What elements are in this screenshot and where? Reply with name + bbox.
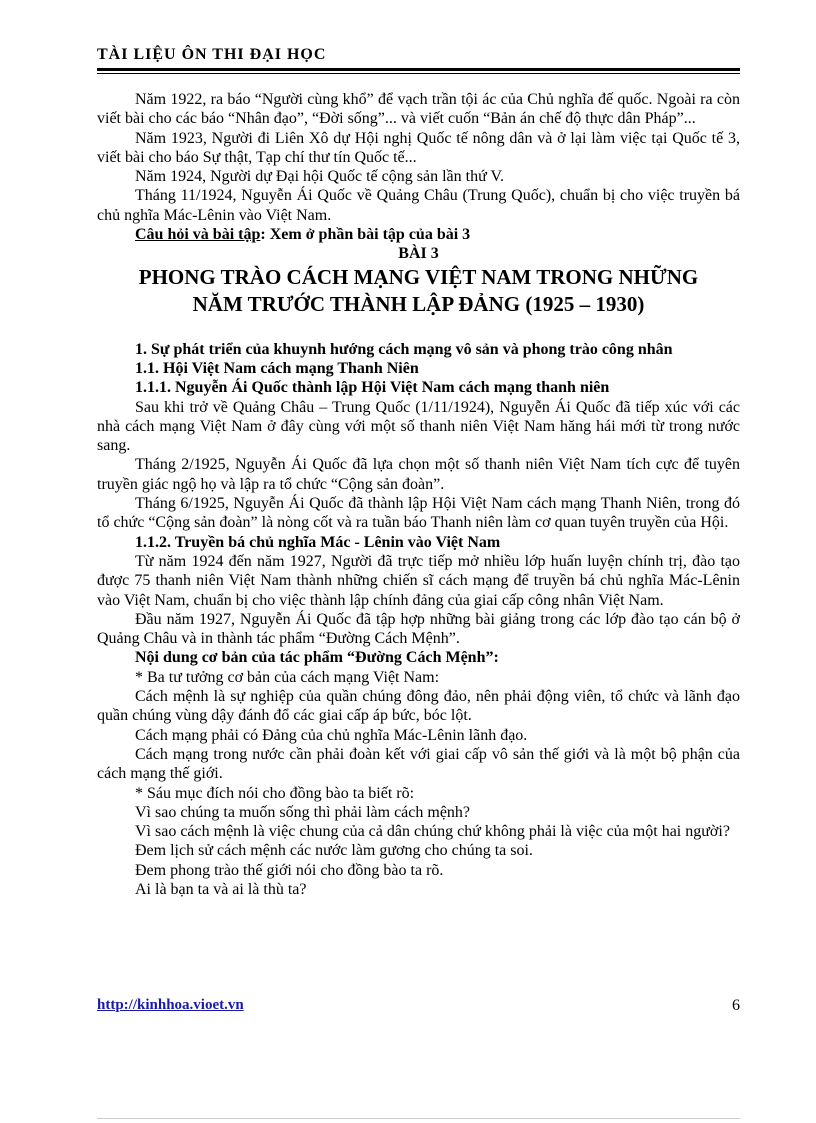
paragraph: Sau khi trở về Quảng Châu – Trung Quốc (1/11/1924), Nguyễn Ái Quốc đã tiếp xúc với các nhà cách mạng Việt Nam ở đây cùng với một số thanh niên Việt Nam hăng hái mới từ trong nước sang. (97, 398, 740, 455)
questions-text: : Xem ở phần bài tập của bài 3 (260, 226, 471, 244)
paragraph: Từ năm 1924 đến năm 1927, Người đã trực tiếp mở nhiều lớp huấn luyện chính trị, đào tạo được 75 thanh niên Việt Nam thành những chiến sĩ cách mạng để truyền bá chủ nghĩa Mác-Lênin vào Việt Nam, chuẩn bị cho việc thành lập chính đảng của giai cấp công nhân Việt Nam. (97, 552, 740, 609)
paragraph: * Sáu mục đích nói cho đồng bào ta biết rõ: (135, 784, 415, 802)
page-body (97, 90, 740, 899)
paragraph: Năm 1922, ra báo “Người cùng khổ” để vạch trần tội ác của Chủ nghĩa đế quốc. Ngoài ra còn viết bài cho các báo “Nhân đạo”, “Đời sống”... và viết cuốn “Bản án chế độ thực dân Pháp”... (97, 91, 740, 128)
lesson-number: BÀI 3 (398, 245, 439, 263)
paragraph: * Ba tư tưởng cơ bản của cách mạng Việt Nam: (135, 668, 440, 686)
paragraph: Cách mạng phải có Đảng của chủ nghĩa Mác-Lênin lãnh đạo. (135, 726, 528, 744)
paragraph: Đầu năm 1927, Nguyễn Ái Quốc đã tập hợp những bài giảng trong các lớp đào tạo cán bộ ở Quảng Châu và in thành tác phẩm “Đường Cách Mệnh”. (97, 610, 740, 648)
header-rule-thin (97, 73, 740, 74)
paragraph: Cách mạng trong nước cần phải đoàn kết với giai cấp vô sản thế giới và là một bộ phận của cách mạng thế giới. (97, 745, 740, 783)
questions-label: Câu hỏi và bài tập (135, 226, 261, 244)
paragraph: Tháng 6/1925, Nguyễn Ái Quốc đã thành lập Hội Việt Nam cách mạng Thanh Niên, trong đó tổ chức “Cộng sản đoàn” là nòng cốt và ra tuần báo Thanh niên làm cơ quan tuyên truyền của Hội. (97, 495, 740, 532)
lesson-title-line-2: NĂM TRƯỚC THÀNH LẬP ĐẢNG (1925 – 1930) (192, 291, 645, 316)
footer-link[interactable]: http://kinhhoa.vioet.vn (97, 997, 244, 1013)
section-heading-1-1: 1.1. Hội Việt Nam cách mạng Thanh Niên (135, 359, 419, 377)
paragraph: Vì sao chúng ta muốn sống thì phải làm cách mệnh? (135, 803, 471, 821)
paragraph: Đem phong trào thế giới nói cho đồng bào ta rõ. (135, 861, 444, 879)
section-heading-1: 1. Sự phát triển của khuynh hướng cách mạng vô sản và phong trào công nhân (135, 340, 673, 358)
lesson-title-line-1: PHONG TRÀO CÁCH MẠNG VIỆT NAM TRONG NHỮNG (138, 264, 699, 289)
paragraph: Tháng 2/1925, Nguyễn Ái Quốc đã lựa chọn một số thanh niên Việt Nam tích cực để tuyên truyền giác ngộ họ và lập ra tổ chức “Cộng sản đoàn”. (97, 456, 740, 493)
paragraph: Ai là bạn ta và ai là thù ta? (135, 880, 307, 898)
bottom-divider (97, 1118, 740, 1119)
questions-line (97, 225, 740, 244)
paragraph: Năm 1924, Người dự Đại hội Quốc tế cộng sản lần thứ V. (135, 168, 504, 186)
paragraph: Năm 1923, Người đi Liên Xô dự Hội nghị Quốc tế nông dân và ở lại làm việc tại Quốc tế 3, viết bài cho báo Sự thật, Tạp chí thư tín Quốc tế... (97, 129, 740, 166)
header-rule-thick (97, 68, 740, 71)
content-heading: Nội dung cơ bản của tác phẩm “Đường Cách Mệnh”: (135, 649, 499, 667)
page-number: 6 (732, 997, 740, 1014)
running-header: TÀI LIỆU ÔN THI ĐẠI HỌC (97, 46, 327, 63)
paragraph: Cách mệnh là sự nghiệp của quần chúng đông đảo, nên phải động viên, tổ chức và lãnh đạo quần chúng vùng dậy đánh đổ các giai cấp áp bức, bóc lột. (97, 688, 740, 725)
paragraph: Tháng 11/1924, Nguyễn Ái Quốc về Quảng Châu (Trung Quốc), chuẩn bị cho việc truyền bá chủ nghĩa Mác-Lênin vào Việt Nam. (97, 187, 740, 224)
paragraph: Vì sao cách mệnh là việc chung của cả dân chúng chứ không phải là việc của một hai người? (135, 823, 730, 841)
paragraph: Đem lịch sử cách mệnh các nước làm gương cho chúng ta soi. (135, 842, 533, 860)
section-heading-1-1-1: 1.1.1. Nguyễn Ái Quốc thành lập Hội Việt Nam cách mạng thanh niên (135, 379, 610, 397)
section-heading-1-1-2: 1.1.2. Truyền bá chủ nghĩa Mác - Lênin vào Việt Nam (135, 533, 501, 551)
